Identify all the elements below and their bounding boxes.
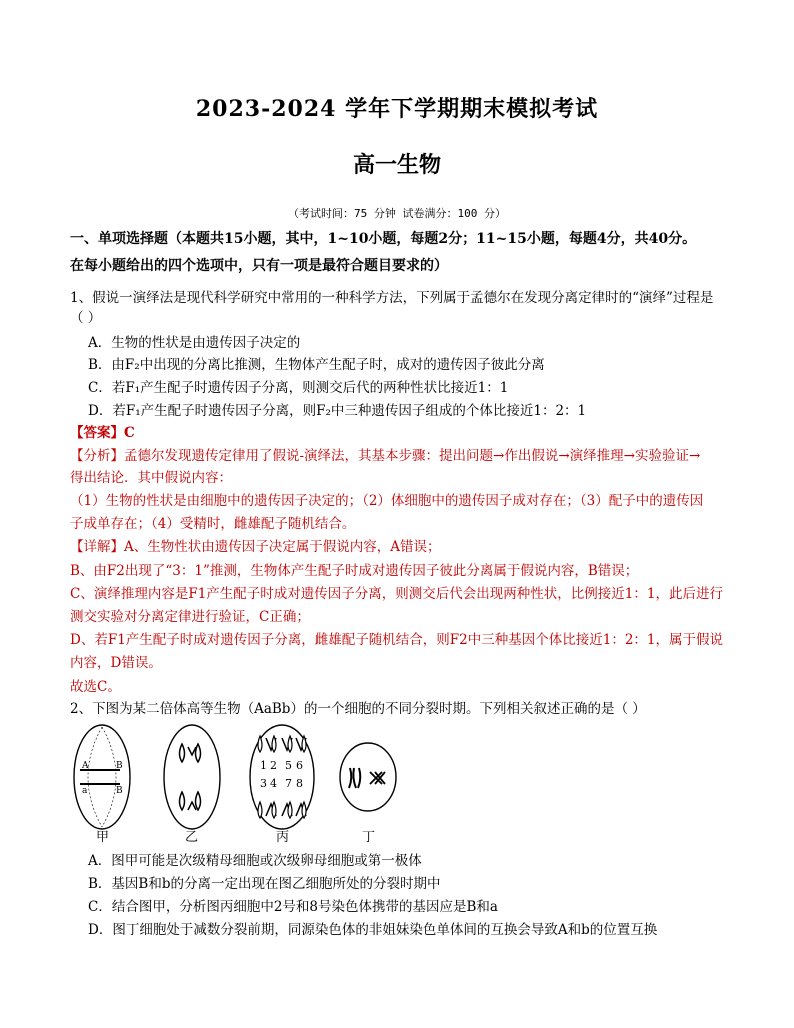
q2-option-b: B．基因B和b的分离一定出现在图乙细胞所处的分裂时期中 [88, 876, 441, 892]
q1-stem-line-2: （ ） [70, 310, 102, 326]
q1-analysis-line-2: 得出结论．其中假说内容： [70, 470, 232, 486]
q1-detail-line-6: 内容，D错误。 [70, 655, 162, 671]
diagram-label-yi: 乙 [185, 830, 199, 845]
q1-stem-line-1: 1、假说一演绎法是现代科学研究中常用的一种科学方法，下列属于孟德尔在发现分离定律时的“演绎”过程是 [70, 290, 714, 306]
q1-option-c: C．若F₁产生配子时遗传因子分离，则测交后代的两种性状比接近1：1 [88, 380, 509, 396]
page-title: 2023-2024 学年下学期期末模拟考试 [195, 96, 599, 122]
diagram-label-jia: 甲 [96, 830, 110, 845]
chromosome-number-6: 6 [296, 759, 303, 772]
exam-info: （考试时间：75 分钟 试卷满分：100 分） [288, 207, 506, 220]
chromosome-number-2: 2 [270, 759, 277, 772]
q2-option-c: C．结合图甲，分析图丙细胞中2号和8号染色体携带的基因应是B和a [88, 899, 498, 915]
chromosome-number-5: 5 [285, 759, 292, 772]
q1-analysis-line-3: （1）生物的性状是由细胞中的遗传因子决定的；（2）体细胞中的遗传因子成对存在；（3）配子中的遗传因 [70, 493, 704, 509]
q1-conclusion: 故选C。 [70, 679, 121, 695]
q2-option-d: D．图丁细胞处于减数分裂前期，同源染色体的非姐妹染色单体间的互换会导致A和b的位置互换 [88, 922, 658, 938]
q1-option-b: B．由F₂中出现的分离比推测，生物体产生配子时，成对的遗传因子彼此分离 [88, 357, 545, 373]
q1-option-a: A．生物的性状是由遗传因子决定的 [88, 335, 301, 351]
q1-option-d: D．若F₁产生配子时遗传因子分离，则F₂中三种遗传因子组成的个体比接近1：2：1 [88, 403, 587, 419]
diagram-label-ding: 丁 [362, 830, 376, 845]
diagram-label-bing: 丙 [276, 830, 290, 845]
cell-bing [250, 725, 314, 829]
chromosome-number-1: 1 [260, 759, 267, 772]
section-heading-line-1: 一、单项选择题（本题共15小题，其中，1~10小题，每题2分；11~15小题，每题4分，共40分。 [70, 231, 697, 247]
chromosome-number-4: 4 [270, 777, 277, 790]
q1-detail-line-1: 【详解】A、生物性状由遗传因子决定属于假说内容，A错误； [70, 539, 441, 555]
q1-answer: 【答案】C [70, 425, 135, 441]
section-heading-line-2: 在每小题给出的四个选项中，只有一项是最符合题目要求的） [70, 258, 448, 274]
cell-jia [74, 725, 130, 829]
cell-ding [340, 743, 396, 811]
q1-analysis-line-1: 【分析】孟德尔发现遗传定律用了假说-演绎法，其基本步骤：提出问题→作出假说→演绎推理→实验验证→ [70, 448, 701, 464]
gene-label-B-bottom: B [116, 786, 123, 796]
q1-detail-line-2: B、由F2出现了“3：1”推测，生物体产生配子时成对遗传因子彼此分离属于假说内容，B错误； [70, 563, 639, 579]
page-subtitle: 高一生物 [352, 152, 441, 178]
chromosome-number-7: 7 [285, 777, 292, 790]
gene-label-a: a [82, 786, 88, 796]
section-heading [70, 226, 730, 280]
q2-stem: 2、下图为某二倍体高等生物（AaBb）的一个细胞的不同分裂时期。下列相关叙述正确的是（ ） [70, 701, 646, 717]
cell-yi [164, 725, 220, 829]
q1-detail-line-5: D、若F1产生配子时成对遗传因子分离，雌雄配子随机结合，则F2中三种基因个体比接近1：2：1，属于假说 [70, 632, 724, 648]
gene-label-B-top: B [116, 761, 123, 771]
chromosome-number-3: 3 [260, 777, 267, 790]
gene-label-A: A [82, 761, 89, 771]
q1-detail-line-4: 测交实验对分离定律进行验证，C正确； [70, 609, 310, 625]
q1-analysis-line-4: 子成单存在；（4）受精时，雌雄配子随机结合。 [70, 516, 356, 532]
q2-option-a: A．图甲可能是次级精母细胞或次级卵母细胞或第一极体 [88, 853, 422, 869]
chromosome-number-8: 8 [296, 777, 303, 790]
q1-detail-line-3: C、演绎推理内容是F1产生配子时成对遗传因子分离，则测交后代会出现两种性状，比例接近1：1，此后进行 [70, 586, 723, 602]
cell-division-diagram [70, 722, 400, 844]
